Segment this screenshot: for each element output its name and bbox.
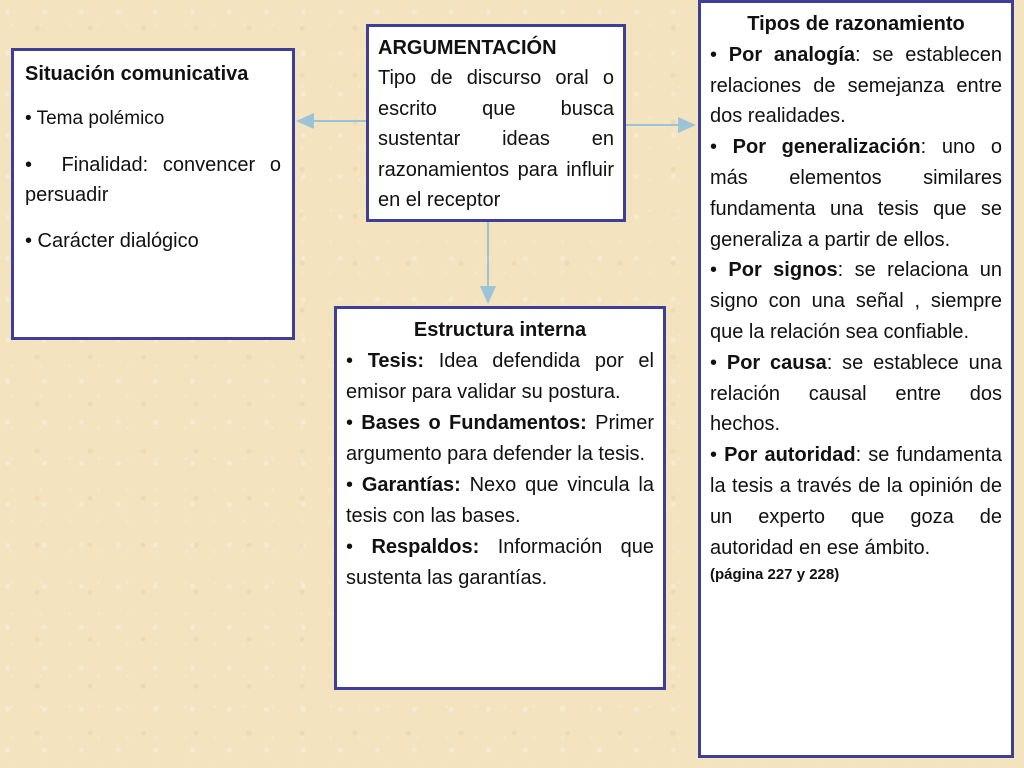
tipos-item: • Por signos: se relaciona un signo con una señal , siempre que la relación sea confiable. [710, 259, 1002, 343]
tipos-title: Tipos de razonamiento [747, 13, 965, 35]
estructura-item: • Tesis: Idea defendida por el emisor para validar su postura. [346, 350, 654, 403]
situacion-item: • Carácter dialógico [25, 229, 199, 252]
situacion-title: Situación comunicativa [25, 63, 249, 85]
tipos-item: • Por causa: se establece una relación causal entre dos hechos. [710, 351, 1002, 436]
estructura-item: • Garantías: Nexo que vincula la tesis con las bases. [346, 474, 655, 527]
page-reference: (página 227 y 228) [710, 566, 840, 584]
estructura-item: • Bases o Fundamentos: Primer argumento para defender la tesis. [346, 412, 654, 465]
tipos-item: • Por analogía: se establecen relaciones de semejanza entre dos realidades. [710, 43, 1002, 128]
tipos-item: • Por autoridad: se fundamenta la tesis a través de la opinión de un experto que goza de autoridad en ese ámbito. [710, 444, 1002, 559]
estructura-title: Estructura interna [413, 319, 587, 341]
situacion-comunicativa-box [11, 48, 295, 340]
situacion-item: • Tema polémico [25, 108, 165, 129]
situacion-item: • Finalidad: convencer o persuadir [25, 153, 281, 206]
argumentacion-title: ARGUMENTACIÓN [378, 37, 557, 59]
tipos-item: • Por generalización: uno o más elementos similares fundamenta una tesis que se generaliza a partir de ellos. [710, 136, 1002, 251]
estructura-item: • Respaldos: Información que sustenta las garantías. [346, 536, 655, 589]
estructura-interna-box [334, 306, 666, 690]
tipos-razonamiento-box [698, 0, 1014, 758]
argumentacion-box [366, 24, 626, 222]
argumentacion-text: Tipo de discurso oral o escrito que busca sustentar ideas en razonamientos para influir en el receptor [378, 67, 614, 211]
